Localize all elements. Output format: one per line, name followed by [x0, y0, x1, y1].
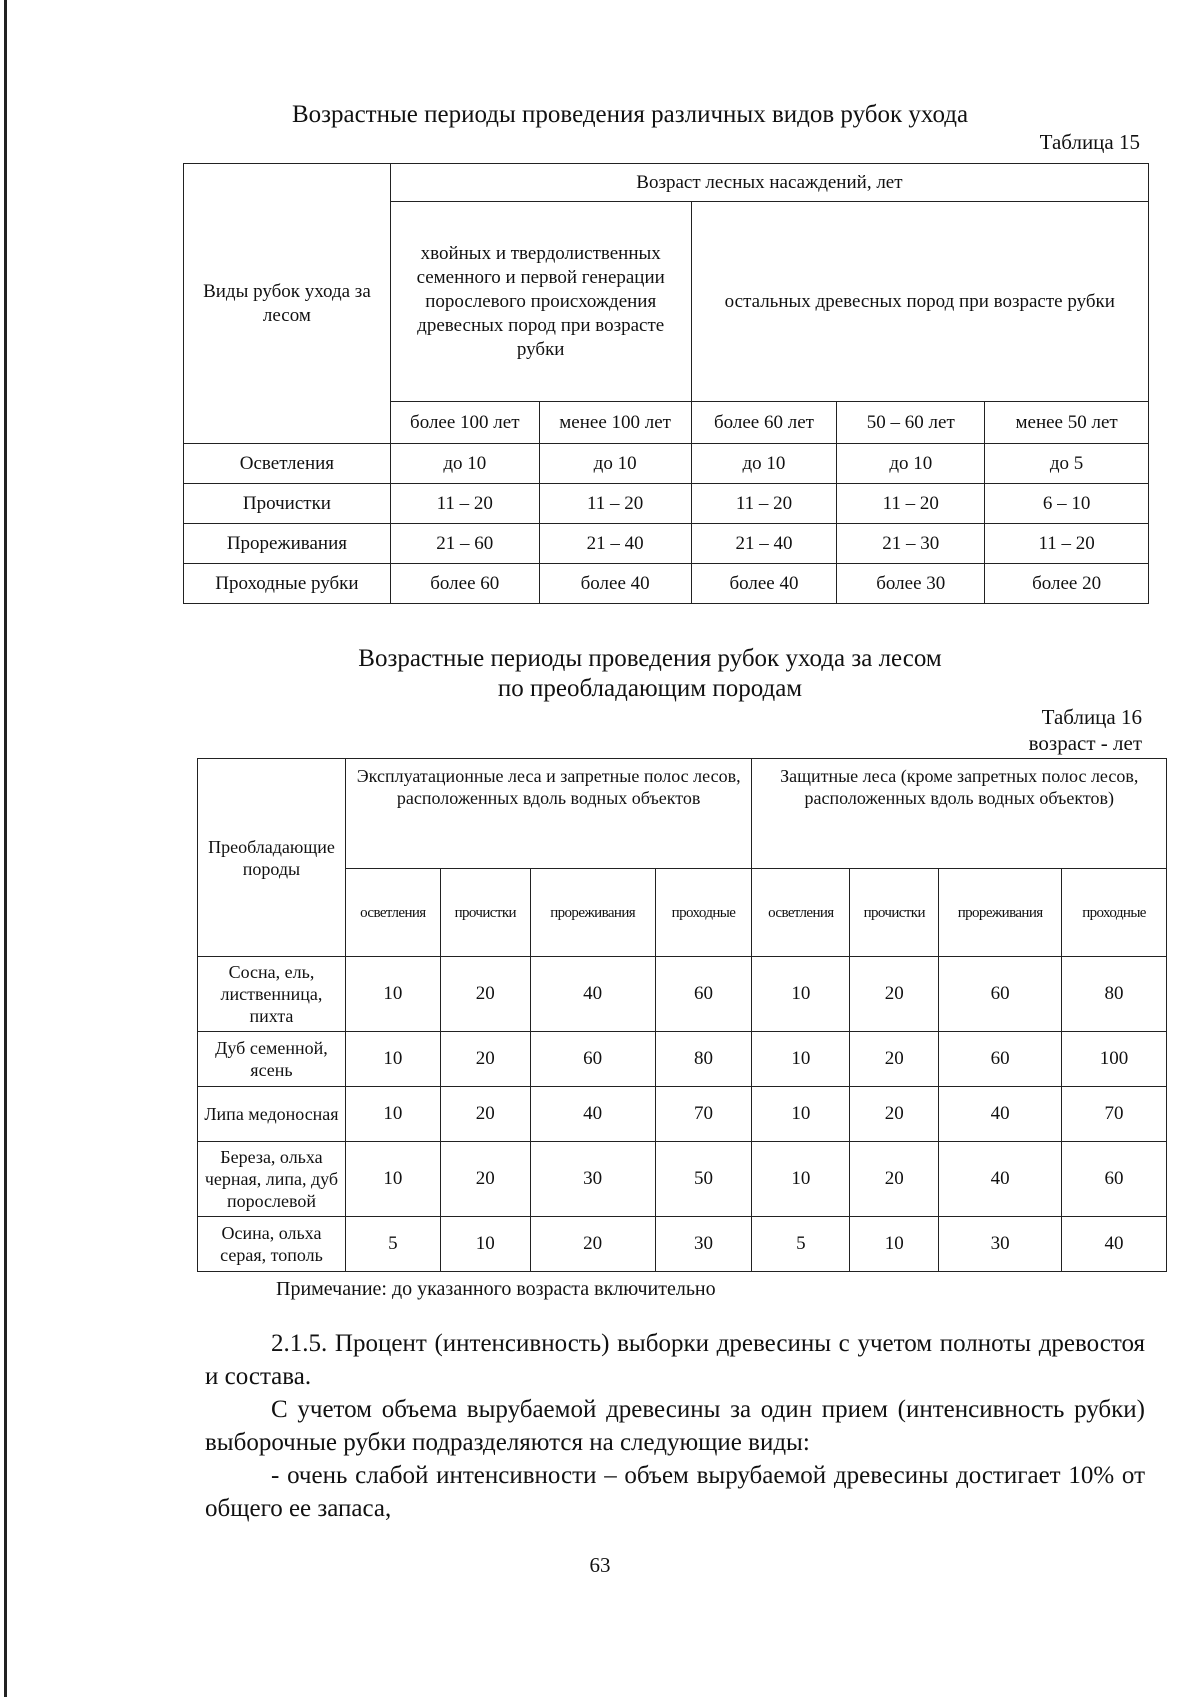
t15-cell: 11 – 20 [539, 484, 691, 524]
t15-age-header: менее 100 лет [539, 402, 691, 444]
paragraph-very-low-intensity: - очень слабой интенсивности – объем вырубаемой древесины достигает 10% от общего ее запаса, [205, 1462, 1145, 1522]
table16 [197, 758, 1167, 1272]
t15-cell: до 5 [985, 444, 1149, 484]
table16-note: Примечание: до указанного возраста включительно [276, 1278, 716, 1300]
t16-cell: 20 [530, 1217, 655, 1272]
t16-cell: 70 [655, 1087, 752, 1142]
table15-label: Таблица 15 [1039, 130, 1140, 154]
table15-title: Возрастные периоды проведения различных видов рубок ухода [291, 101, 969, 128]
t16-sub-header: прореживания [530, 869, 655, 957]
t15-sub2-header: остальных древесных пород при возрасте рубки [691, 202, 1148, 402]
t16-row-name: Дуб семенной, ясень [198, 1032, 346, 1087]
t15-cell: 21 – 30 [837, 524, 985, 564]
t16-cell: 60 [530, 1032, 655, 1087]
t15-cell: более 60 [390, 564, 539, 604]
t16-cell: 30 [530, 1142, 655, 1217]
page-number: 63 [589, 1553, 611, 1577]
t15-age-header: менее 50 лет [985, 402, 1149, 444]
t16-cell: 20 [440, 957, 530, 1032]
t16-cell: 5 [752, 1217, 850, 1272]
t15-cell: до 10 [837, 444, 985, 484]
t15-cell: более 40 [691, 564, 837, 604]
t15-row-name: Прочистки [184, 484, 391, 524]
t16-cell: 10 [345, 1087, 440, 1142]
t15-cell: 11 – 20 [837, 484, 985, 524]
t16-sub-header: осветления [345, 869, 440, 957]
table16-unit: возраст - лет [1028, 731, 1142, 755]
paragraph-2-1-5: 2.1.5. Процент (интенсивность) выборки древесины с учетом полноты древостоя и состава. [205, 1330, 1145, 1390]
t16-cell: 40 [530, 1087, 655, 1142]
paragraph-intensity-intro: С учетом объема вырубаемой древесины за один прием (интенсивность рубки) выборочные рубки подразделяются на следующие виды: [205, 1396, 1145, 1456]
t15-col1-header: Виды рубок ухода за лесом [184, 164, 391, 444]
t16-cell: 10 [752, 1087, 850, 1142]
t16-cell: 60 [939, 957, 1062, 1032]
t16-cell: 40 [530, 957, 655, 1032]
t16-cell: 30 [655, 1217, 752, 1272]
t16-row-name: Сосна, ель, лиственница, пихта [198, 957, 346, 1032]
t16-cell: 30 [939, 1217, 1062, 1272]
t15-cell: 11 – 20 [390, 484, 539, 524]
table16-title-line2: по преобладающим породам [497, 675, 803, 702]
t15-cell: 6 – 10 [985, 484, 1149, 524]
t16-cell: 100 [1062, 1032, 1167, 1087]
t15-cell: 21 – 60 [390, 524, 539, 564]
t15-cell: 21 – 40 [539, 524, 691, 564]
t16-group2-header: Защитные леса (кроме запретных полос лесов, расположенных вдоль водных объектов) [752, 759, 1167, 869]
t16-cell: 40 [939, 1142, 1062, 1217]
t16-cell: 80 [655, 1032, 752, 1087]
t16-cell: 20 [440, 1142, 530, 1217]
t16-cell: 10 [752, 1142, 850, 1217]
t16-cell: 10 [345, 1142, 440, 1217]
table-row [198, 957, 1167, 1032]
t15-cell: до 10 [390, 444, 539, 484]
t16-col1-header: Преобладающие породы [198, 759, 346, 957]
table-row [184, 444, 1149, 484]
t16-cell: 60 [1062, 1142, 1167, 1217]
t16-sub-header: осветления [752, 869, 850, 957]
t15-cell: 11 – 20 [985, 524, 1149, 564]
t16-cell: 60 [939, 1032, 1062, 1087]
table-row [198, 1142, 1167, 1217]
table-row [184, 564, 1149, 604]
t16-cell: 10 [752, 957, 850, 1032]
t16-cell: 5 [345, 1217, 440, 1272]
t16-cell: 10 [345, 957, 440, 1032]
t16-cell: 60 [655, 957, 752, 1032]
t16-sub-header: прочистки [440, 869, 530, 957]
t16-cell: 70 [1062, 1087, 1167, 1142]
t16-group1-header: Эксплуатационные леса и запретные полос лесов, расположенных вдоль водных объектов [345, 759, 752, 869]
t16-cell: 40 [939, 1087, 1062, 1142]
t15-row-name: Осветления [184, 444, 391, 484]
t15-row-name: Прореживания [184, 524, 391, 564]
t16-row-name: Осина, ольха серая, тополь [198, 1217, 346, 1272]
t16-sub-header: прочистки [850, 869, 939, 957]
t15-age-header: более 100 лет [390, 402, 539, 444]
t16-cell: 20 [850, 1087, 939, 1142]
t16-sub-header: проходные [1062, 869, 1167, 957]
t15-cell: до 10 [691, 444, 837, 484]
t15-age-header: 50 – 60 лет [837, 402, 985, 444]
t16-cell: 40 [1062, 1217, 1167, 1272]
t16-cell: 50 [655, 1142, 752, 1217]
t16-cell: 10 [850, 1217, 939, 1272]
binder-edge-line [4, 0, 7, 1697]
t16-cell: 20 [440, 1087, 530, 1142]
t16-row-name: Береза, ольха черная, липа, дуб порослевой [198, 1142, 346, 1217]
t16-cell: 20 [850, 1142, 939, 1217]
t15-cell: более 30 [837, 564, 985, 604]
table16-title-line1: Возрастные периоды проведения рубок ухода за лесом [358, 645, 942, 672]
t15-cell: более 40 [539, 564, 691, 604]
t15-age-header: более 60 лет [691, 402, 837, 444]
t16-cell: 10 [345, 1032, 440, 1087]
t15-group-header: Возраст лесных насаждений, лет [390, 164, 1148, 202]
table-row [198, 1087, 1167, 1142]
t15-cell: до 10 [539, 444, 691, 484]
table-row [198, 1217, 1167, 1272]
t16-cell: 10 [440, 1217, 530, 1272]
table16-label: Таблица 16 [1041, 705, 1142, 729]
t15-cell: более 20 [985, 564, 1149, 604]
t16-cell: 20 [850, 957, 939, 1032]
table15 [183, 163, 1149, 604]
t16-sub-header: проходные [655, 869, 752, 957]
table-row [184, 524, 1149, 564]
t15-sub1-header: хвойных и твердолиственных семенного и первой генерации порослевого происхождения древесных пород при возрасте рубки [390, 202, 691, 402]
t16-cell: 80 [1062, 957, 1167, 1032]
table-row [198, 1032, 1167, 1087]
t15-cell: 21 – 40 [691, 524, 837, 564]
t15-cell: 11 – 20 [691, 484, 837, 524]
t16-cell: 20 [440, 1032, 530, 1087]
table-row [184, 484, 1149, 524]
t16-row-name: Липа медоносная [198, 1087, 346, 1142]
t16-sub-header: прореживания [939, 869, 1062, 957]
t16-cell: 20 [850, 1032, 939, 1087]
t15-row-name: Проходные рубки [184, 564, 391, 604]
t16-cell: 10 [752, 1032, 850, 1087]
